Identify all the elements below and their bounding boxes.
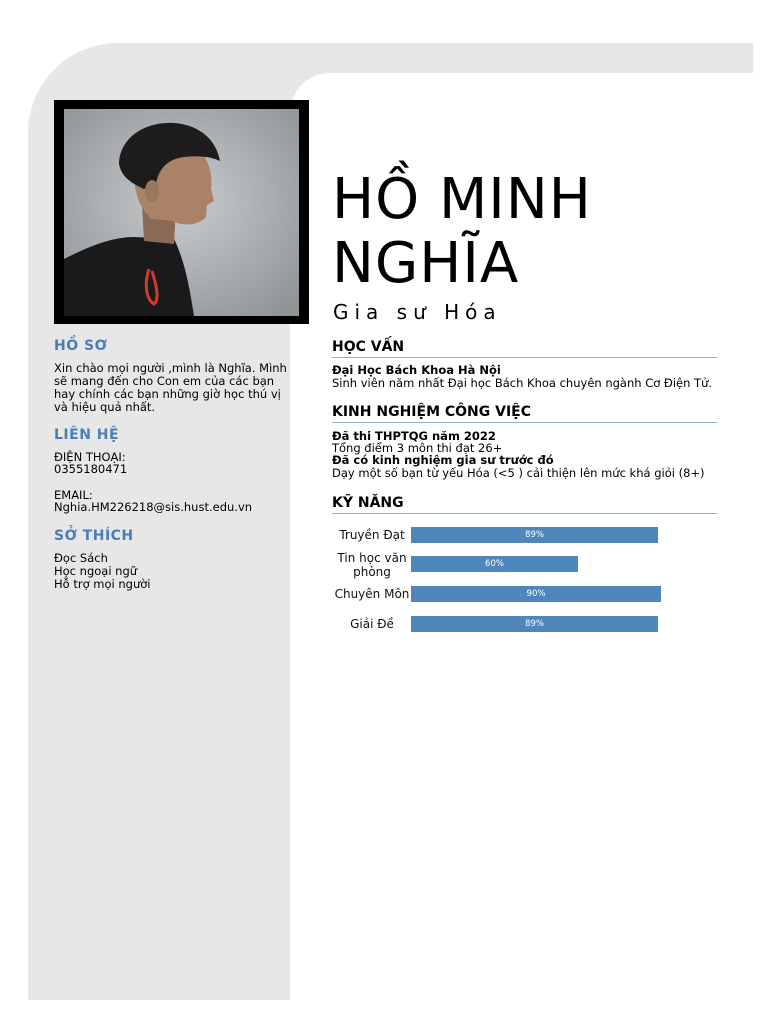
profile-text: Xin chào mọi người ,mình là Nghĩa. Mình sẽ mang đến cho Con em của các bạn hay chính các bạn những giờ học thú vị và hiệu quả nhất. <box>54 361 287 414</box>
job-title: Gia sư Hóa <box>333 300 502 324</box>
experience-item-title: Đã thi THPTQG năm 2022 <box>332 429 496 443</box>
name-line-1: HỒ MINH <box>332 167 592 232</box>
skill-percent: 89% <box>525 619 544 629</box>
experience-heading: KINH NGHIỆM CÔNG VIỆC <box>332 404 717 423</box>
skill-label: Chuyên Môn <box>334 587 410 601</box>
phone-value: 0355180471 <box>54 462 128 476</box>
experience-item-detail: Dạy một số bạn từ yếu Hóa (<5 ) cải thiện lên mức khá giỏi (8+) <box>332 466 705 480</box>
skill-label: Giải Đề <box>350 617 394 631</box>
skill-track <box>411 616 689 632</box>
profile-photo-image <box>64 109 299 316</box>
skill-label: Tin học văn phòng <box>337 551 407 579</box>
hobbies-heading: SỞ THÍCH <box>54 528 134 544</box>
hobby-item: Hỗ trợ mọi người <box>54 577 151 591</box>
education-heading: HỌC VẤN <box>332 339 717 358</box>
name-line-2: NGHĨA <box>332 231 520 296</box>
candidate-name <box>332 168 752 296</box>
profile-photo <box>64 109 299 316</box>
skill-track <box>411 527 689 543</box>
experience-item-title: Đã có kinh nghiệm gia sư trước đó <box>332 453 554 467</box>
experience-item-detail: Tổng điểm 3 môn thi đạt 26+ <box>332 441 503 455</box>
skill-percent: 89% <box>525 530 544 540</box>
education-detail: Sinh viên năm nhất Đại học Bách Khoa chuyên ngành Cơ Điện Tử. <box>332 376 713 390</box>
education-school: Đại Học Bách Khoa Hà Nội <box>332 363 501 377</box>
email-value: Nghia.HM226218@sis.hust.edu.vn <box>54 500 253 514</box>
skill-label: Truyền Đạt <box>339 528 405 542</box>
skills-heading: KỸ NĂNG <box>332 495 717 514</box>
hobby-item: Học ngoại ngữ <box>54 564 138 578</box>
profile-heading: HỒ SƠ <box>54 338 108 354</box>
skill-percent: 60% <box>485 559 504 569</box>
hobby-item: Đọc Sách <box>54 551 108 565</box>
contact-heading: LIÊN HỆ <box>54 427 120 443</box>
skill-percent: 90% <box>526 589 546 599</box>
email-label: EMAIL: <box>54 488 93 502</box>
profile-photo-frame <box>54 100 309 324</box>
phone-label: ĐIỆN THOẠI: <box>54 450 126 464</box>
skill-track <box>411 586 689 602</box>
skill-track <box>411 556 689 572</box>
